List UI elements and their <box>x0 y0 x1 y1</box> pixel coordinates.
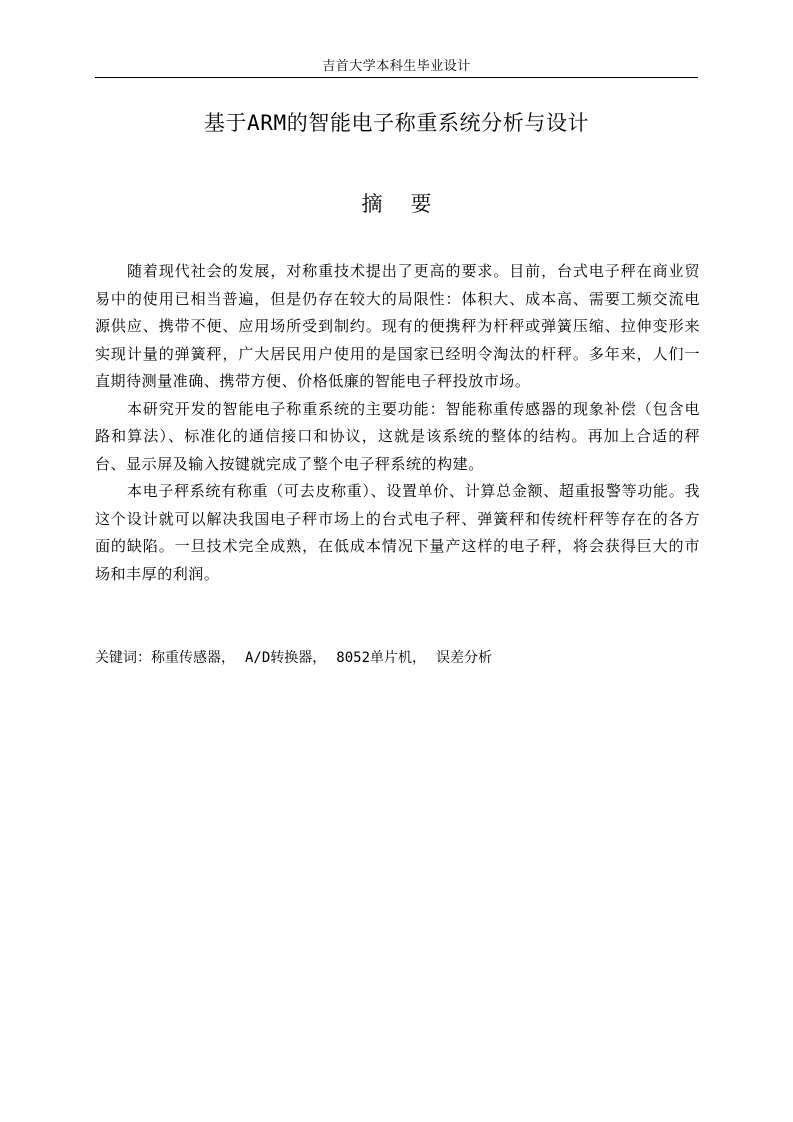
abstract-heading: 摘要 <box>361 192 460 216</box>
abstract-body <box>95 258 700 588</box>
keywords-label: 关键词： <box>95 650 151 666</box>
abstract-paragraph: 本研究开发的智能电子称重系统的主要功能：智能称重传感器的现象补偿（包含电路和算法）、标准化的通信接口和协议，这就是该系统的整体的结构。再加上合适的秤台、显示屏及输入按键就完成了整个电子秤系统的构建。 <box>95 399 700 473</box>
keyword-item: A/D转换器， <box>245 650 327 666</box>
keywords-line <box>95 646 700 670</box>
keyword-item: 8052单片机， <box>336 650 427 666</box>
abstract-paragraph: 本电子秤系统有称重（可去皮称重）、设置单价、计算总金额、超重报警等功能。我这个设计就可以解决我国电子秤市场上的台式电子秤、弹簧秤和传统杆秤等存在的各方面的缺陷。一旦技术完全成熟，在低成本情况下量产这样的电子秤，将会获得巨大的市场和丰厚的利润。 <box>95 482 700 583</box>
document-title: 基于ARM的智能电子称重系统分析与设计 <box>203 111 590 135</box>
keyword-item: 称重传感器， <box>151 650 235 666</box>
header-rule <box>95 77 698 78</box>
keyword-item: 误差分析 <box>436 650 493 666</box>
abstract-paragraph: 随着现代社会的发展，对称重技术提出了更高的要求。目前，台式电子秤在商业贸易中的使用已相当普遍，但是仍存在较大的局限性：体积大、成本高、需要工频交流电源供应、携带不便、应用场所受到制约。现有的便携秤为杆秤或弹簧压缩、拉伸变形来实现计量的弹簧秤，广大居民用户使用的是国家已经明令淘汰的杆秤。多年来，人们一直期待测量准确、携带方便、价格低廉的智能电子秤投放市场。 <box>95 262 700 390</box>
running-header: 吉首大学本科生毕业设计 <box>322 59 471 74</box>
